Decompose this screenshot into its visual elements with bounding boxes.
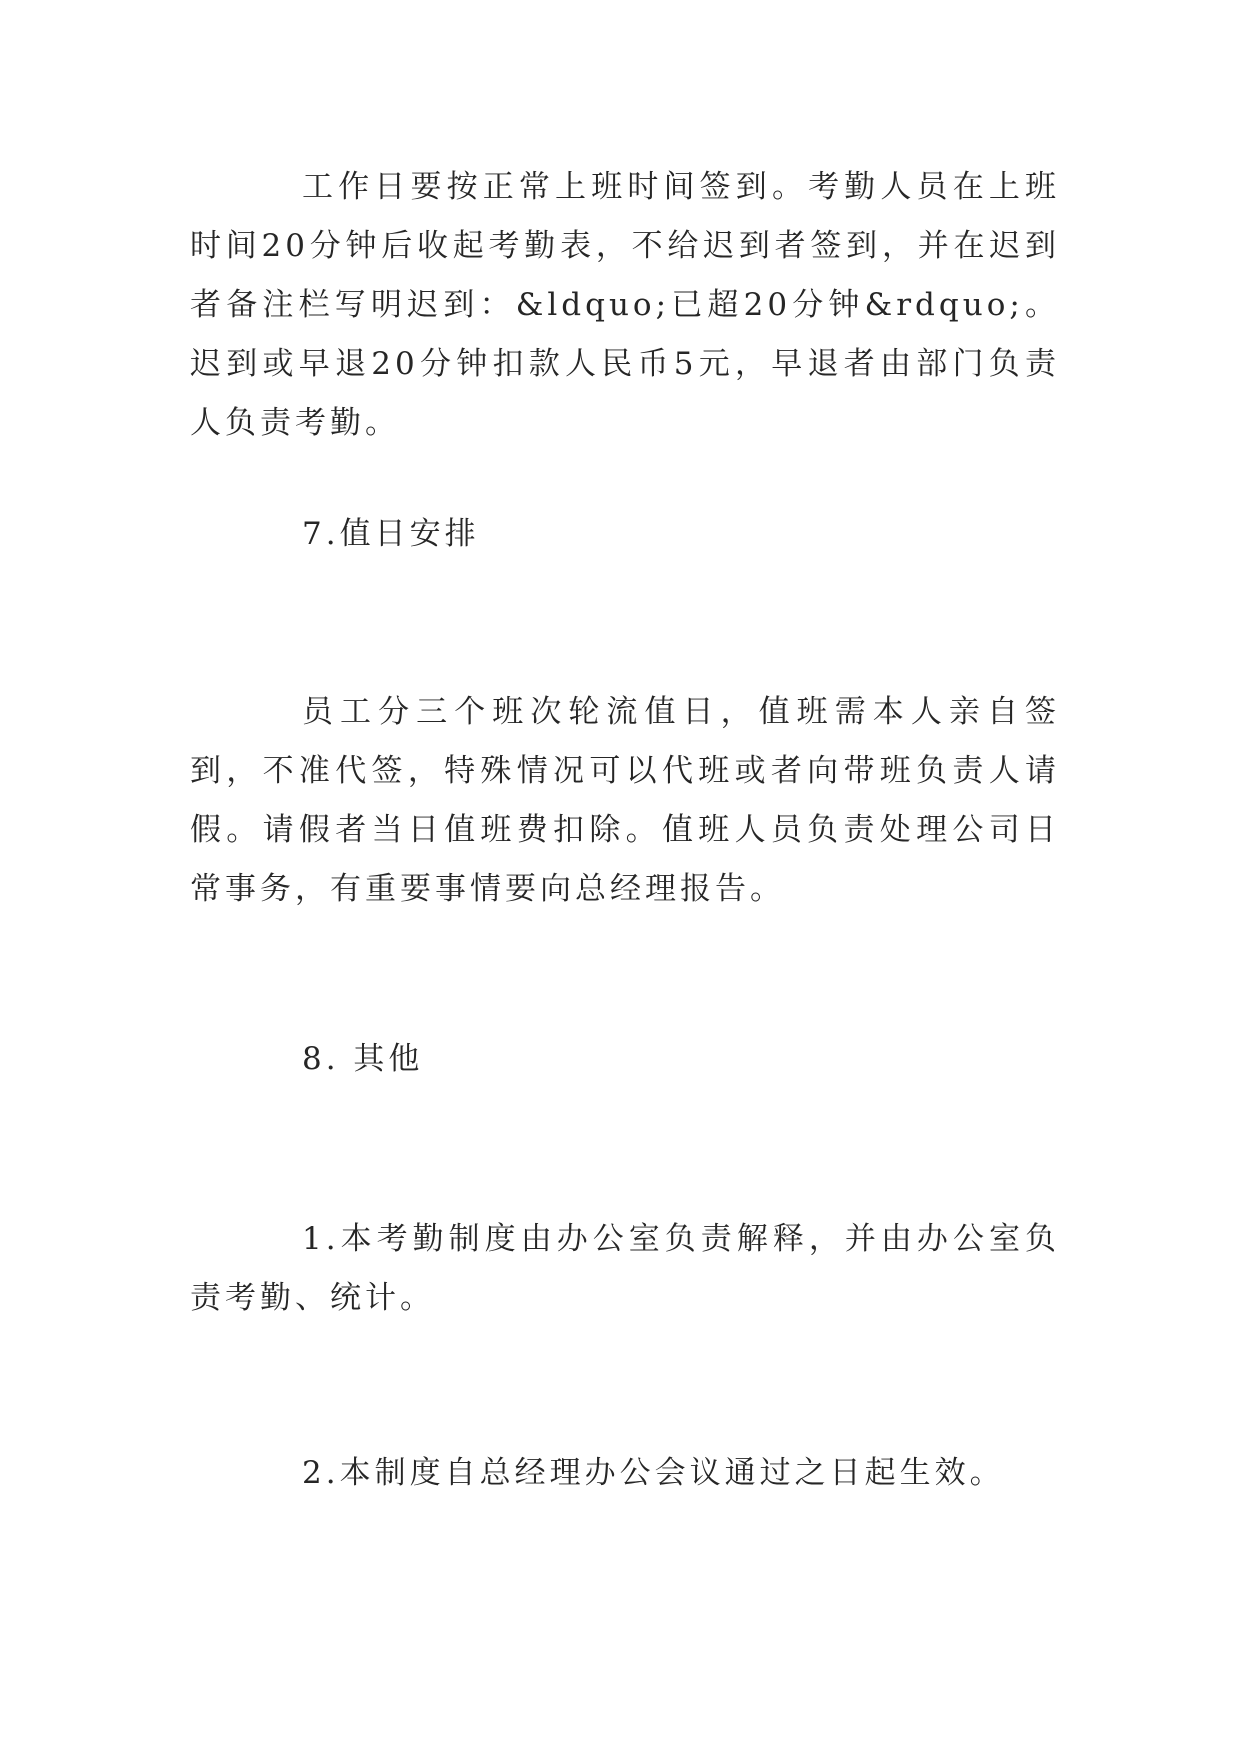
attendance-paragraph: 工作日要按正常上班时间签到。考勤人员在上班时间20分钟后收起考勤表，不给迟到者签到，并在迟到者备注栏写明迟到：&ldquo;已超20分钟&rdquo;。迟到或早退20分钟扣款人民币5元，早退者由部门负责人负责考勤。 <box>190 169 1060 441</box>
duty-arrangement-heading: 7.值日安排 <box>302 516 480 552</box>
duty-arrangement-paragraph: 员工分三个班次轮流值日，值班需本人亲自签到，不准代签，特殊情况可以代班或者向带班负责人请假。请假者当日值班费扣除。值班人员负责处理公司日常事务，有重要事情要向总经理报告。 <box>190 694 1060 907</box>
other-item-1: 1.本考勤制度由办公室负责解释，并由办公室负责考勤、统计。 <box>190 1221 1060 1316</box>
other-heading: 8. 其他 <box>302 1041 424 1077</box>
other-item-2: 2.本制度自总经理办公会议通过之日起生效。 <box>302 1455 1005 1491</box>
